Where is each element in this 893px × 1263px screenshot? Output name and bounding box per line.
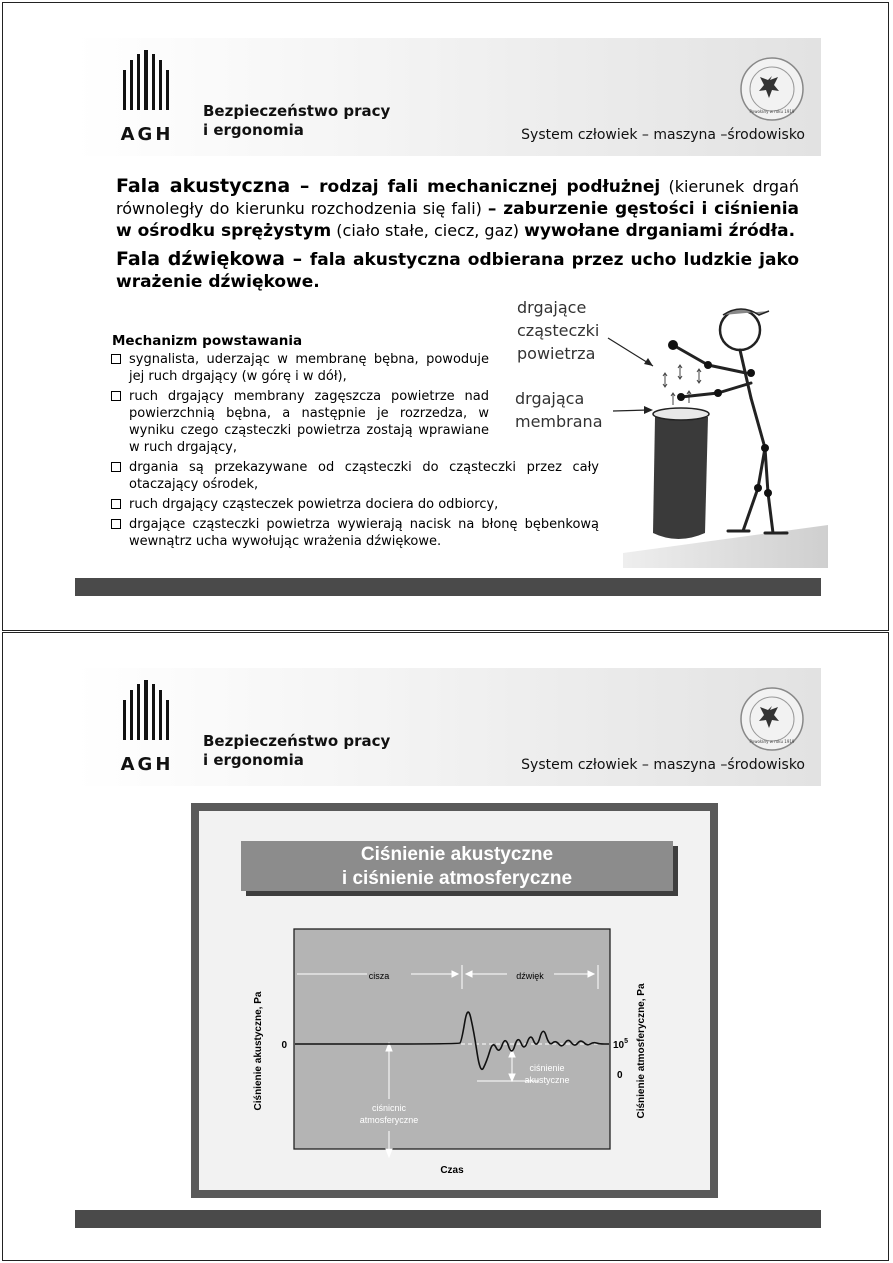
slide-header — [75, 38, 821, 156]
label-particles-3: powietrza — [517, 344, 596, 363]
checkbox-bullet-icon — [111, 499, 121, 509]
y-axis-label-left: Ciśnienie akustyczne, Pa — [253, 991, 264, 1111]
annotation-acoustic-1: ciśnienie — [529, 1063, 565, 1073]
list-item: ruch drgający cząsteczek powietrza dociera do odbiorcy, — [109, 496, 599, 513]
definition-acoustic-wave: Fala akustyczna – rodzaj fali mechanicznej podłużnej (kierunek drgań równoległy do kierunku rozchodzenia się fali) – zaburzenie gęstości i ciśnienia w ośrodku sprężystym (ciało stałe, ciecz, gaz) wywołane drganiami źródła. — [116, 175, 800, 241]
faculty-seal-icon — [739, 686, 805, 752]
x-axis-label: Czas — [440, 1165, 464, 1176]
course-title — [203, 732, 390, 770]
course-title-line2: i ergonomia — [203, 121, 304, 139]
agh-logo-icon — [117, 48, 177, 144]
logo-text: AGH — [120, 124, 174, 144]
list-item: drgające cząsteczki powietrza wywierają nacisk na błonę bębenkową wewnątrz ucha wywołując wrażenia dźwiękowe. — [109, 516, 599, 550]
drummer-head — [720, 310, 760, 350]
y-tick-right-zero: 0 — [617, 1070, 623, 1081]
drum-body — [653, 417, 708, 539]
checkbox-bullet-icon — [111, 391, 121, 401]
pointer-arrow — [613, 410, 648, 411]
chart-title-line2: i ciśnienie atmosferyczne — [341, 868, 573, 889]
y-axis-label-right: Ciśnienie atmosferyczne, Pa — [636, 983, 647, 1119]
definition-sound-wave: Fala dźwiękowa – fala akustyczna odbierana przez ucho ludzkie jako wrażenie dźwiękowe. — [116, 248, 799, 292]
chart-title-line1: Ciśnienie akustyczne — [360, 844, 554, 865]
label-particles-1: drgające — [517, 298, 587, 317]
drummer-illustration — [503, 293, 833, 568]
section-title: System człowiek – maszyna –środowisko — [521, 127, 805, 143]
agh-logo-icon — [117, 678, 177, 774]
y-tick-right-base: $10^5$ — [613, 1038, 629, 1051]
footer-bar — [75, 578, 821, 596]
label-membrane-1: drgająca — [515, 389, 585, 408]
list-item: drgania są przekazywane od cząsteczki do cząsteczki przez cały otaczający ośrodek, — [109, 459, 599, 493]
slide-header — [75, 668, 821, 786]
pressure-chart — [199, 811, 710, 1190]
checkbox-bullet-icon — [111, 354, 121, 364]
checkbox-bullet-icon — [111, 462, 121, 472]
slide-2 — [2, 632, 889, 1261]
y-tick-left-zero: 0 — [281, 1040, 287, 1051]
annotation-silence: cisza — [368, 971, 390, 981]
logo-text: AGH — [120, 754, 174, 774]
intro-text — [116, 175, 799, 293]
annotation-atmo-2: atmosferyczne — [359, 1115, 419, 1125]
section-title: System człowiek – maszyna –środowisko — [521, 757, 805, 773]
footer-bar — [75, 1210, 821, 1228]
label-particles-2: cząsteczki — [517, 321, 600, 340]
course-title-line1: Bezpieczeństwo pracy — [203, 732, 391, 750]
chart-frame — [191, 803, 718, 1198]
course-title-line2: i ergonomia — [203, 751, 304, 769]
drum-membrane — [653, 408, 709, 420]
list-item: sygnalista, uderzając w membranę bębna, powoduje jej ruch drgający (w górę i w dół), — [109, 351, 489, 385]
label-membrane-2: membrana — [515, 412, 603, 431]
list-item: ruch drgający membrany zagęszcza powietrze nad powierzchnią bębna, a następnie je rozrzedza, w wyniku czego cząsteczki powietrza zostają wprawiane w ruch drgający, — [109, 388, 489, 456]
course-title — [203, 102, 390, 140]
seal-sub: Powołany w roku 1919 — [749, 739, 795, 744]
annotation-atmo-1: ciśnicnic — [371, 1103, 407, 1113]
faculty-seal-icon — [739, 56, 805, 122]
plot-area — [294, 929, 610, 1149]
course-title-line1: Bezpieczeństwo pracy — [203, 102, 391, 120]
slide-1 — [2, 2, 889, 631]
annotation-sound: dźwięk — [516, 971, 544, 981]
drummer-bandana — [723, 309, 769, 315]
checkbox-bullet-icon — [111, 519, 121, 529]
chart-panel — [199, 811, 710, 1190]
annotation-acoustic-2: akustyczne — [524, 1075, 570, 1085]
mechanism-heading: Mechanizm powstawania — [112, 333, 303, 349]
seal-sub: Powołany w roku 1919 — [749, 109, 795, 114]
